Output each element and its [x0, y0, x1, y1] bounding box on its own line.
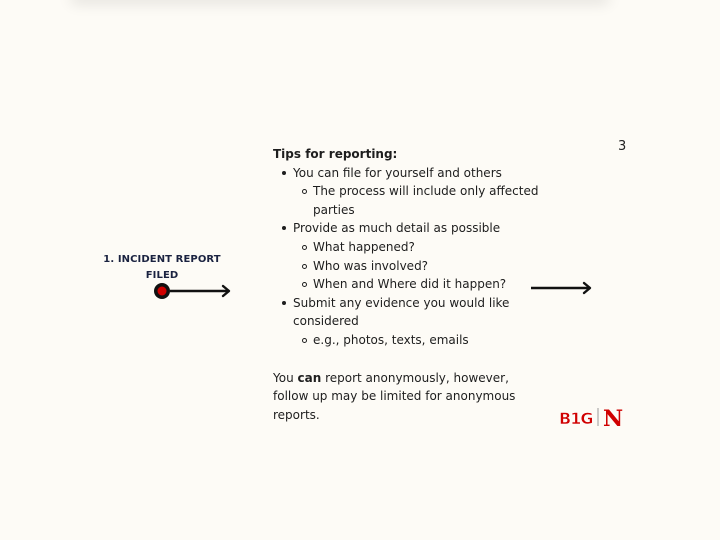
hollow-bullet-icon: [302, 264, 307, 269]
hollow-bullet-icon: [302, 189, 307, 194]
hollow-bullet-icon: [302, 282, 307, 287]
list-item-text: Provide as much detail as possible: [293, 221, 501, 236]
anonymous-note-suffix: report anonymously, however, follow up may be limited for anonymous reports.: [273, 370, 516, 422]
sub-list-item-text: What happened?: [313, 239, 415, 254]
big-ten-nebraska-logo: [558, 405, 628, 429]
bullet-icon: [282, 171, 286, 175]
bullet-icon: [282, 301, 286, 305]
nebraska-n-logo: N: [603, 406, 624, 429]
anonymous-note-prefix: You: [273, 370, 298, 385]
sub-list-item-text: Who was involved?: [313, 258, 429, 273]
big-ten-logo-text: B1G: [559, 409, 593, 428]
sub-list-item-text: e.g., photos, texts, emails: [313, 332, 469, 347]
tips-heading: Tips for reporting:: [273, 147, 398, 161]
sub-list-item-text: When and Where did it happen?: [313, 277, 507, 292]
anonymous-note: [273, 369, 523, 425]
sub-list-item: [293, 238, 543, 257]
sub-list-item: [293, 257, 543, 276]
bullet-icon: [282, 226, 286, 230]
page-number: 3: [618, 139, 627, 154]
timeline-dot-center: [158, 287, 167, 296]
sub-list: [293, 182, 543, 219]
sub-list-item-text: The process will include only affected parties: [313, 184, 539, 217]
sub-list: [293, 238, 543, 294]
step-title-line-1: 1. INCIDENT REPORT: [103, 254, 221, 265]
list-item: [273, 164, 543, 220]
hollow-bullet-icon: [302, 245, 307, 250]
tips-list: [273, 164, 543, 350]
list-item: [273, 294, 543, 350]
sub-list-item: [293, 331, 543, 350]
step-marker: [152, 281, 236, 301]
hollow-bullet-icon: [302, 338, 307, 343]
anonymous-note-emphasis: can: [297, 370, 322, 385]
list-item-text: Submit any evidence you would like considered: [293, 295, 510, 329]
list-item-text: You can file for yourself and others: [293, 165, 502, 180]
list-item: [273, 219, 543, 293]
sub-list-item: [293, 275, 543, 294]
step-title-line-2: FILED: [145, 270, 179, 281]
sub-list: [293, 331, 543, 350]
sub-list-item: [293, 182, 543, 219]
step-title: [96, 252, 228, 284]
reporting-tips: [273, 145, 543, 424]
